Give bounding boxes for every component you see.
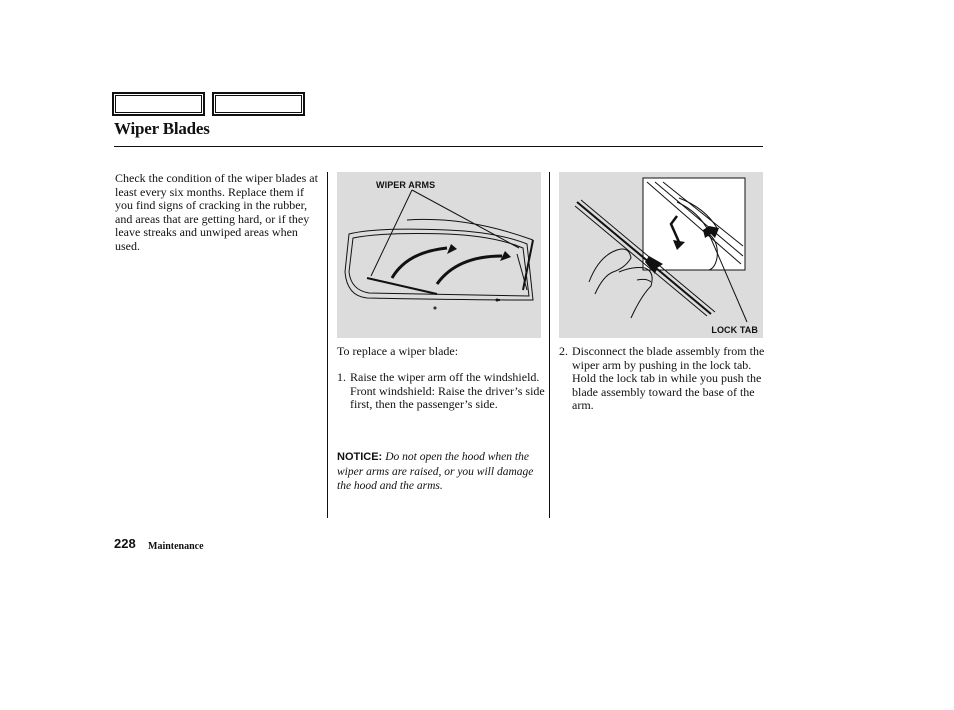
step-1-number: 1. [337,370,346,384]
windshield-illustration [337,172,541,338]
column-divider-right [549,172,550,518]
notice-text: Do not open the hood when the wiper arms are raised, or you will damage the hood and the arms. [337,451,534,492]
step-1 [337,371,549,412]
replace-intro: To replace a wiper blade: [337,344,459,358]
step-2-number: 2. [559,344,568,358]
column-divider-left [327,172,328,518]
notice-label: NOTICE: [337,451,383,463]
wiper-arms-label: WIPER ARMS [376,180,436,190]
header-tab-box-right [212,92,305,116]
intro-paragraph: Check the condition of the wiper blades at least every six months. Replace them if you find signs of cracking in the rubber, and areas that are getting hard, or if they leave streaks and unwiped areas when used. [115,171,318,253]
lock-tab-figure [559,172,763,338]
header-tab-box-left [112,92,205,116]
step-1-line-2: Front windshield: Raise the driver’s side first, then the passenger’s side. [350,383,545,411]
title-divider [114,146,763,147]
notice [337,450,549,494]
blade-removal-illustration [559,172,763,338]
page-title: Wiper Blades [114,119,210,138]
wiper-arms-figure [337,172,541,338]
page-number: 228 [114,536,136,551]
step-2 [559,345,765,413]
step-2-text: Disconnect the blade assembly from the wiper arm by pushing in the lock tab. Hold the lock tab in while you push the blade assembly toward the base of the arm. [572,344,765,412]
step-1-line-1: Raise the wiper arm off the windshield. [350,370,540,384]
lock-tab-label: LOCK TAB [711,325,758,335]
section-name: Maintenance [148,541,204,552]
